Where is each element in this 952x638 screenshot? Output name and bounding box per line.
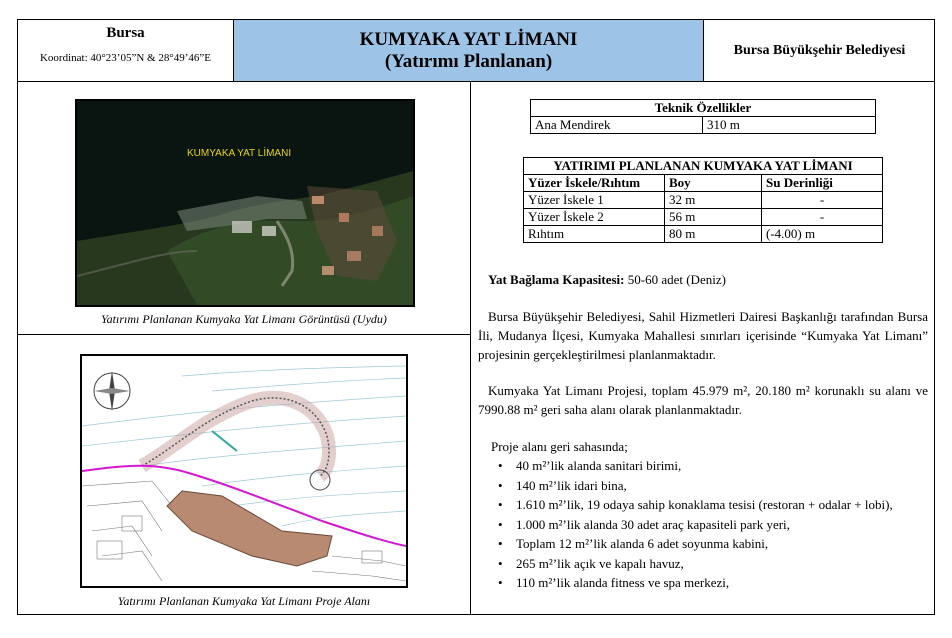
table-cell: 32 m	[665, 192, 762, 209]
plan-illustration	[82, 356, 406, 586]
capacity-label: Yat Bağlama Kapasitesi:	[488, 272, 625, 287]
table-cell: Rıhtım	[524, 226, 665, 243]
table-cell: Yüzer İskele 1	[524, 192, 665, 209]
column-header: Yüzer İskele/Rıhtım	[524, 175, 665, 192]
list-item: • 1.610 m²’lik, 19 odaya sahip konaklama tesisi (restoran + odalar + lobi),	[494, 495, 934, 515]
capacity-value: 50-60 adet (Deniz)	[624, 272, 726, 287]
list-item: • 140 m²’lik idari bina,	[494, 476, 934, 496]
tech-specs-table	[530, 99, 876, 134]
coordinates: Koordinat: 40°23’05”N & 28°49’46”E	[39, 52, 211, 64]
list-item: • 110 m²’lik alanda fitness ve spa merkezi,	[494, 573, 934, 593]
table-row	[531, 117, 876, 134]
facility-list	[494, 456, 934, 593]
investment-table-title: YATIRIMI PLANLANAN KUMYAKA YAT LİMANI	[524, 158, 883, 175]
page-title: KUMYAKA YAT LİMANI	[359, 29, 578, 50]
table-cell: 80 m	[665, 226, 762, 243]
description-paragraph: Bursa Büyükşehir Belediyesi, Sahil Hizmetleri Dairesi Başkanlığı tarafından Bursa İli, Mudanya İlçesi, Kumyaka Mahallesi sınırları içerisinde “Kumyaka Yat Limanı” projesinin gerçekleştirilmesi planlanmaktadır.	[478, 309, 928, 362]
table-cell: (-4.00) m	[762, 226, 883, 243]
tech-specs-title: Teknik Özellikler	[531, 100, 876, 117]
column-header: Boy	[665, 175, 762, 192]
investment-table	[523, 157, 883, 243]
list-item: • 265 m²’lik açık ve kapalı havuz,	[494, 554, 934, 574]
page-subtitle: (Yatırımı Planlanan)	[384, 51, 553, 72]
list-item: • 40 m²’lik alanda sanitari birimi,	[494, 456, 934, 476]
spec-value: 310 m	[703, 117, 876, 134]
header	[18, 20, 934, 82]
table-row	[524, 226, 883, 243]
list-intro: Proje alanı geri sahasında;	[491, 439, 628, 454]
project-plan-image	[80, 354, 408, 588]
table-header-row	[524, 175, 883, 192]
list-item: • 1.000 m²’lik alanda 30 adet araç kapasiteli park yeri,	[494, 515, 934, 535]
area-paragraph: Kumyaka Yat Limanı Projesi, toplam 45.979 m², 20.180 m² korunaklı su alanı ve 7990.88 m² geri saha alanı olarak planlanmaktadır.	[478, 383, 928, 417]
row-divider	[18, 334, 470, 335]
table-cell: -	[762, 192, 883, 209]
table-cell: 56 m	[665, 209, 762, 226]
list-item: • Toplam 12 m²’lik alanda 6 adet soyunma kabini,	[494, 534, 934, 554]
satellite-image	[75, 99, 415, 307]
column-divider	[470, 81, 471, 615]
city-name: Bursa	[106, 25, 145, 41]
satellite-caption: Yatırımı Planlanan Kumyaka Yat Limanı Görüntüsü (Uydu)	[101, 312, 387, 326]
organization-name: Bursa Büyükşehir Belediyesi	[733, 43, 906, 58]
plan-caption: Yatırımı Planlanan Kumyaka Yat Limanı Proje Alanı	[117, 594, 371, 608]
table-cell: -	[762, 209, 883, 226]
table-cell: Yüzer İskele 2	[524, 209, 665, 226]
table-row	[524, 209, 883, 226]
capacity-line	[488, 270, 726, 289]
location-cell	[18, 20, 234, 81]
info-sheet	[17, 19, 935, 615]
satellite-illustration	[77, 101, 413, 305]
satellite-label: KUMYAKA YAT LİMANI	[187, 148, 292, 159]
spec-label: Ana Mendirek	[531, 117, 703, 134]
table-row	[524, 192, 883, 209]
title-cell	[234, 20, 704, 81]
column-header: Su Derinliği	[762, 175, 883, 192]
